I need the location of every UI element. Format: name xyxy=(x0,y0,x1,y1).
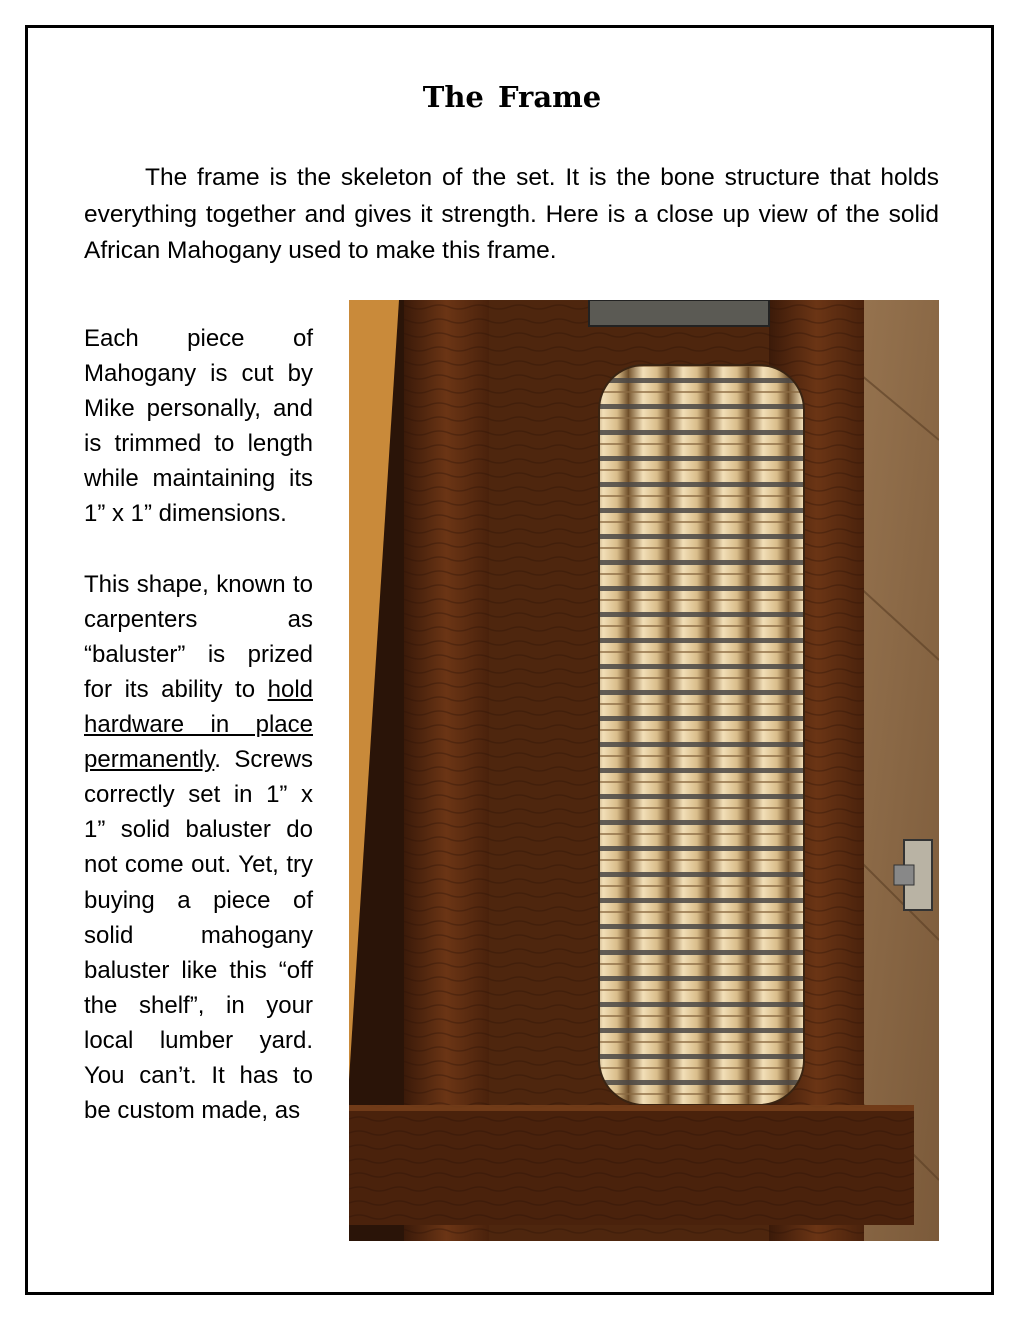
sidebar-text xyxy=(84,321,313,1128)
underlined-phrase: hold hardware in place permanently xyxy=(84,675,313,774)
sidebar-paragraph-1: Each piece of Mahogany is cut by Mike personally, and is trimmed to length while maintaining its 1” x 1” dimensions. xyxy=(84,325,313,528)
mahogany-frame-photo xyxy=(349,300,939,1241)
sidebar-paragraph-2-end: . Screws correctly set in 1” x 1” solid baluster do not come out. Yet, try buying a piece of solid mahogany baluster like this “off the shelf”, in your local lumber yard. You can’t. It has to be custom made, as xyxy=(84,746,313,1125)
top-plate xyxy=(589,300,769,326)
sidebar-paragraph-2-start: This shape, known to carpenters as “baluster” is prized for its ability to xyxy=(84,570,313,703)
chip-stack xyxy=(599,365,804,1105)
intro-paragraph: The frame is the skeleton of the set. It is the bone structure that holds everything together and gives it strength. Here is a close up view of the solid African Mahogany used to make this frame. xyxy=(84,164,939,264)
sidebar-paragraph-2 xyxy=(84,567,313,1129)
page-title: The Frame xyxy=(422,80,602,114)
